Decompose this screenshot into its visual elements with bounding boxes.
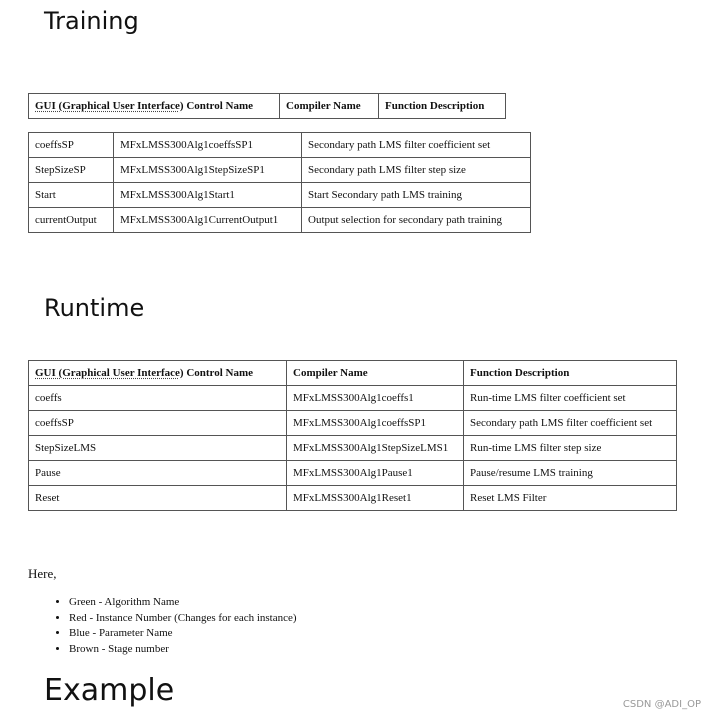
cell-control-name: Reset	[29, 486, 287, 511]
table-row	[29, 158, 531, 183]
table-row	[29, 183, 531, 208]
list-item: • Blue - Parameter Name	[69, 626, 297, 642]
table-row	[29, 486, 677, 511]
watermark: CSDN @ADI_OP	[622, 699, 701, 710]
header-gui-control-name	[29, 94, 280, 119]
table-row	[29, 436, 677, 461]
header-function-description: Function Description	[379, 94, 506, 119]
cell-function-description: Pause/resume LMS training	[464, 461, 677, 486]
cell-compiler-name: MFxLMSS300Alg1Pause1	[287, 461, 464, 486]
cell-control-name: StepSizeSP	[29, 158, 114, 183]
cell-control-name: coeffsSP	[29, 133, 114, 158]
cell-control-name: coeffs	[29, 386, 287, 411]
header-function-description: Function Description	[464, 361, 677, 386]
cell-control-name: Pause	[29, 461, 287, 486]
table-row	[29, 208, 531, 233]
cell-control-name: currentOutput	[29, 208, 114, 233]
training-header-table	[28, 93, 506, 119]
gui-abbr-text: GUI (Graphical User Interface)	[35, 367, 184, 379]
color-legend-list	[28, 595, 297, 657]
cell-function-description: Reset LMS Filter	[464, 486, 677, 511]
runtime-heading: Runtime	[44, 294, 145, 322]
here-label: Here,	[28, 566, 57, 581]
cell-compiler-name: MFxLMSS300Alg1Start1	[114, 183, 302, 208]
gui-abbr-text: GUI (Graphical User Interface)	[35, 100, 184, 112]
list-item: • Red - Instance Number (Changes for each instance)	[69, 611, 297, 627]
cell-function-description: Secondary path LMS filter coefficient set	[302, 133, 531, 158]
header-suffix-text: Control Name	[183, 100, 254, 112]
list-item: • Green - Algorithm Name	[69, 595, 297, 611]
cell-compiler-name: MFxLMSS300Alg1Reset1	[287, 486, 464, 511]
example-heading: Example	[44, 673, 175, 708]
header-compiler-name: Compiler Name	[287, 361, 464, 386]
cell-function-description: Run-time LMS filter step size	[464, 436, 677, 461]
table-row	[29, 411, 677, 436]
cell-compiler-name: MFxLMSS300Alg1StepSizeLMS1	[287, 436, 464, 461]
header-gui-control-name	[29, 361, 287, 386]
table-header-row	[29, 94, 506, 119]
cell-compiler-name: MFxLMSS300Alg1coeffsSP1	[287, 411, 464, 436]
cell-function-description: Run-time LMS filter coefficient set	[464, 386, 677, 411]
cell-function-description: Secondary path LMS filter step size	[302, 158, 531, 183]
table-row	[29, 386, 677, 411]
header-compiler-name: Compiler Name	[280, 94, 379, 119]
table-row	[29, 133, 531, 158]
cell-function-description: Secondary path LMS filter coefficient set	[464, 411, 677, 436]
cell-compiler-name: MFxLMSS300Alg1coeffsSP1	[114, 133, 302, 158]
cell-control-name: StepSizeLMS	[29, 436, 287, 461]
list-item: • Brown - Stage number	[69, 642, 297, 658]
runtime-table	[28, 360, 677, 511]
cell-control-name: Start	[29, 183, 114, 208]
cell-control-name: coeffsSP	[29, 411, 287, 436]
cell-function-description: Start Secondary path LMS training	[302, 183, 531, 208]
cell-compiler-name: MFxLMSS300Alg1coeffs1	[287, 386, 464, 411]
table-header-row	[29, 361, 677, 386]
cell-compiler-name: MFxLMSS300Alg1CurrentOutput1	[114, 208, 302, 233]
cell-function-description: Output selection for secondary path training	[302, 208, 531, 233]
table-row	[29, 461, 677, 486]
cell-compiler-name: MFxLMSS300Alg1StepSizeSP1	[114, 158, 302, 183]
header-suffix-text: Control Name	[183, 367, 254, 379]
training-heading: Training	[44, 7, 139, 35]
training-table	[28, 132, 531, 233]
